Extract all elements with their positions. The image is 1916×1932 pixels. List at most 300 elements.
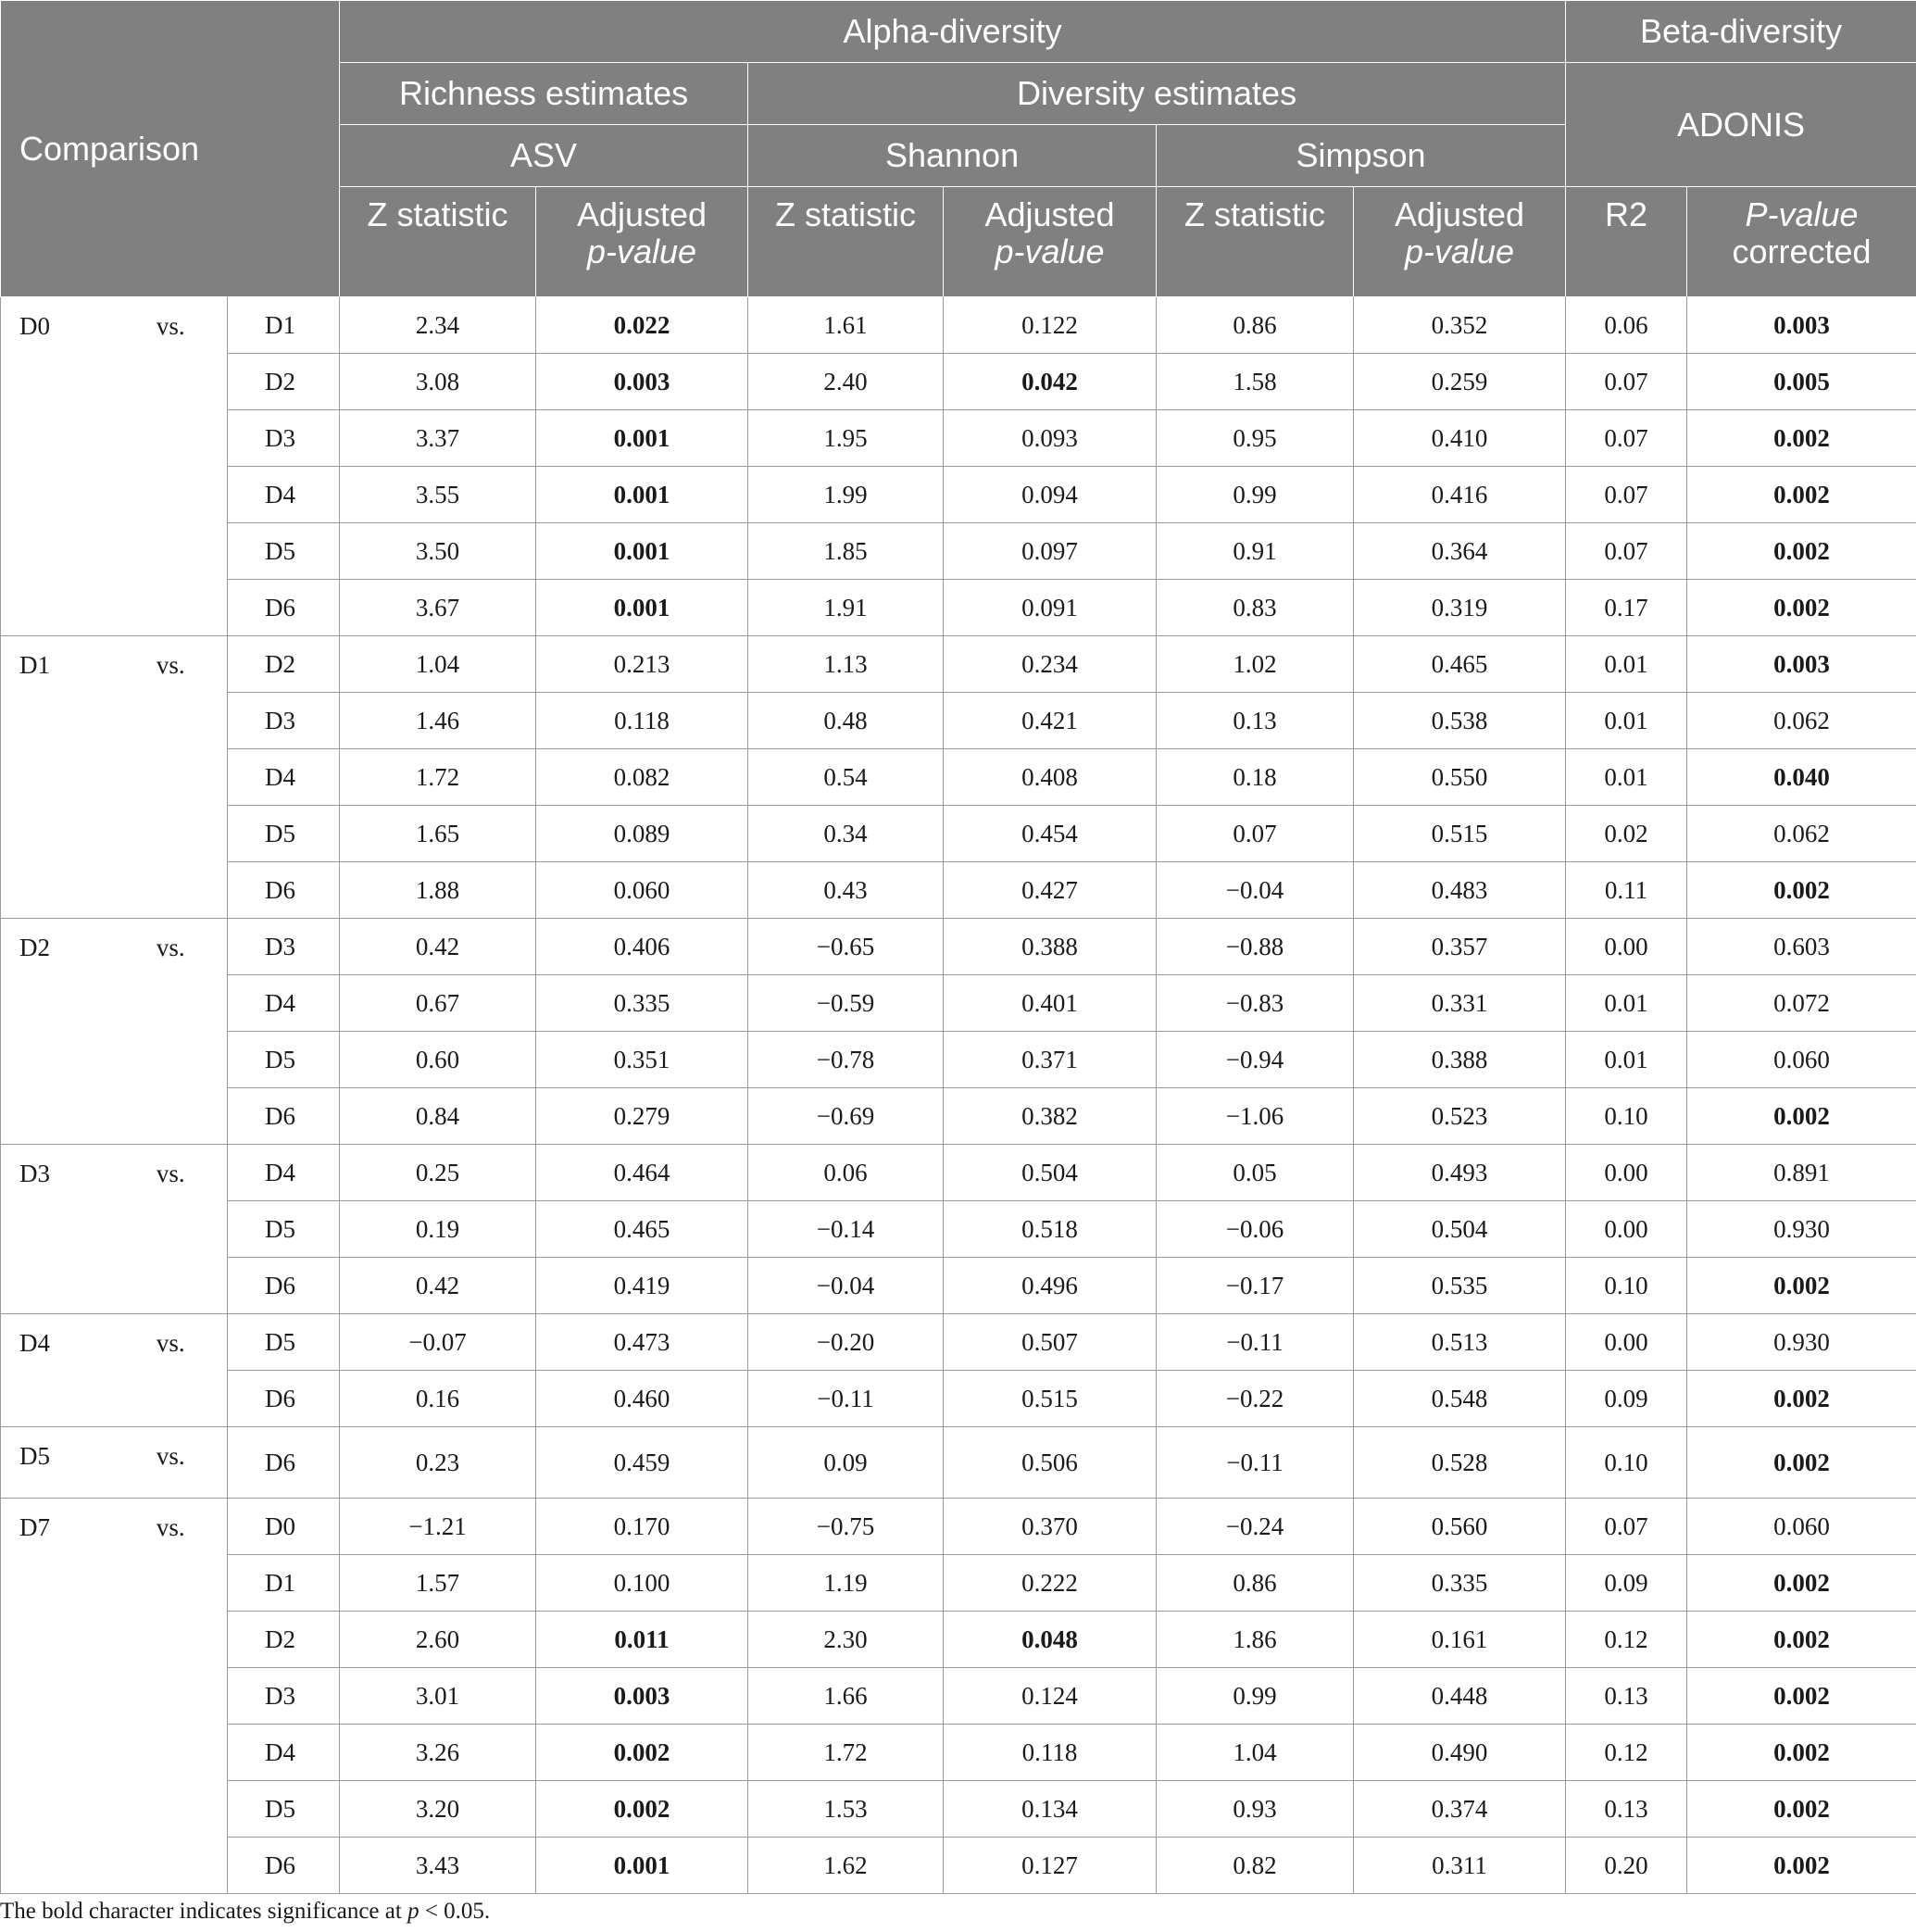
- cell-asv-z: 0.84: [340, 1088, 536, 1145]
- target-label: D2: [228, 636, 340, 693]
- cell-pc: 0.002: [1687, 580, 1916, 636]
- cell-asv-p: 0.170: [536, 1499, 748, 1555]
- cell-asv-z: 0.60: [340, 1032, 536, 1088]
- header-comparison: Comparison: [1, 1, 340, 297]
- vs-label: vs.: [115, 1499, 228, 1894]
- cell-sh-z: 0.43: [748, 862, 944, 919]
- cell-asv-z: 3.67: [340, 580, 536, 636]
- cell-asv-p: 0.082: [536, 749, 748, 806]
- cell-si-z: 0.86: [1157, 297, 1354, 354]
- table-row: [1, 580, 1916, 636]
- cell-si-z: −0.11: [1157, 1314, 1354, 1371]
- target-label: D6: [228, 580, 340, 636]
- table-row: [1, 1088, 1916, 1145]
- cell-r2: 0.01: [1566, 749, 1687, 806]
- cell-si-p: 0.161: [1354, 1612, 1566, 1668]
- target-label: D5: [228, 1032, 340, 1088]
- cell-si-p: 0.483: [1354, 862, 1566, 919]
- cell-si-z: −0.11: [1157, 1427, 1354, 1499]
- cell-si-z: −0.04: [1157, 862, 1354, 919]
- header-shannon-z: Z statistic: [748, 187, 944, 297]
- target-label: D4: [228, 467, 340, 523]
- cell-asv-p: 0.002: [536, 1781, 748, 1838]
- cell-si-p: 0.374: [1354, 1781, 1566, 1838]
- target-label: D4: [228, 1725, 340, 1781]
- table-row: [1, 1032, 1916, 1088]
- cell-sh-p: 0.097: [944, 523, 1157, 580]
- table-row: [1, 1781, 1916, 1838]
- cell-si-z: 0.82: [1157, 1838, 1354, 1894]
- table-row: [1, 919, 1916, 975]
- cell-si-z: −0.94: [1157, 1032, 1354, 1088]
- cell-sh-p: 0.122: [944, 297, 1157, 354]
- target-label: D1: [228, 1555, 340, 1612]
- cell-asv-p: 0.419: [536, 1258, 748, 1314]
- cell-si-z: 0.99: [1157, 1668, 1354, 1725]
- cell-pc: 0.003: [1687, 636, 1916, 693]
- cell-sh-z: 1.85: [748, 523, 944, 580]
- header-simpson: Simpson: [1157, 125, 1566, 187]
- cell-si-p: 0.528: [1354, 1427, 1566, 1499]
- cell-r2: 0.09: [1566, 1371, 1687, 1427]
- vs-label: vs.: [115, 1145, 228, 1314]
- cell-asv-p: 0.011: [536, 1612, 748, 1668]
- cell-asv-p: 0.001: [536, 580, 748, 636]
- cell-asv-z: 1.46: [340, 693, 536, 749]
- cell-asv-p: 0.459: [536, 1427, 748, 1499]
- cell-asv-p: 0.003: [536, 354, 748, 410]
- cell-si-z: 1.02: [1157, 636, 1354, 693]
- cell-sh-p: 0.042: [944, 354, 1157, 410]
- cell-asv-z: 0.42: [340, 1258, 536, 1314]
- table-row: [1, 1668, 1916, 1725]
- header-richness: Richness estimates: [340, 63, 748, 125]
- cell-asv-p: 0.001: [536, 410, 748, 467]
- cell-sh-p: 0.093: [944, 410, 1157, 467]
- table-body: [1, 297, 1916, 1894]
- target-label: D5: [228, 806, 340, 862]
- table-row: [1, 1145, 1916, 1201]
- cell-sh-p: 0.454: [944, 806, 1157, 862]
- cell-pc: 0.002: [1687, 410, 1916, 467]
- cell-asv-z: 0.23: [340, 1427, 536, 1499]
- cell-pc: 0.005: [1687, 354, 1916, 410]
- cell-r2: 0.00: [1566, 919, 1687, 975]
- cell-sh-z: 1.72: [748, 1725, 944, 1781]
- cell-asv-p: 0.089: [536, 806, 748, 862]
- cell-asv-p: 0.473: [536, 1314, 748, 1371]
- header-adonis: ADONIS: [1566, 63, 1916, 187]
- cell-si-z: 0.13: [1157, 693, 1354, 749]
- cell-si-p: 0.259: [1354, 354, 1566, 410]
- cell-sh-z: 2.40: [748, 354, 944, 410]
- cell-pc: 0.002: [1687, 1838, 1916, 1894]
- cell-si-z: −0.83: [1157, 975, 1354, 1032]
- cell-sh-z: −0.14: [748, 1201, 944, 1258]
- table-row: [1, 1201, 1916, 1258]
- cell-si-z: −0.17: [1157, 1258, 1354, 1314]
- cell-sh-z: 1.62: [748, 1838, 944, 1894]
- cell-si-p: 0.388: [1354, 1032, 1566, 1088]
- header-simpson-p: Adjusted p-value: [1354, 187, 1566, 297]
- cell-sh-z: 0.09: [748, 1427, 944, 1499]
- table-row: [1, 1555, 1916, 1612]
- group-label: D5: [1, 1427, 115, 1499]
- table-row: [1, 636, 1916, 693]
- cell-asv-z: 1.65: [340, 806, 536, 862]
- cell-si-p: 0.535: [1354, 1258, 1566, 1314]
- target-label: D4: [228, 975, 340, 1032]
- target-label: D6: [228, 1838, 340, 1894]
- cell-pc: 0.930: [1687, 1201, 1916, 1258]
- cell-si-p: 0.331: [1354, 975, 1566, 1032]
- cell-sh-p: 0.091: [944, 580, 1157, 636]
- table-row: [1, 410, 1916, 467]
- vs-label: vs.: [115, 1427, 228, 1499]
- cell-pc: 0.002: [1687, 1725, 1916, 1781]
- target-label: D3: [228, 919, 340, 975]
- cell-si-z: 1.86: [1157, 1612, 1354, 1668]
- footnote: The bold character indicates significance at p < 0.05.: [0, 1899, 491, 1924]
- header-asv-z: Z statistic: [340, 187, 536, 297]
- cell-sh-z: 0.54: [748, 749, 944, 806]
- cell-pc: 0.060: [1687, 1032, 1916, 1088]
- header-asv-p: Adjusted p-value: [536, 187, 748, 297]
- cell-si-p: 0.311: [1354, 1838, 1566, 1894]
- cell-si-z: 0.86: [1157, 1555, 1354, 1612]
- cell-si-p: 0.352: [1354, 297, 1566, 354]
- cell-si-p: 0.319: [1354, 580, 1566, 636]
- cell-sh-z: 1.61: [748, 297, 944, 354]
- table-row: [1, 467, 1916, 523]
- cell-r2: 0.07: [1566, 410, 1687, 467]
- cell-r2: 0.10: [1566, 1088, 1687, 1145]
- cell-si-p: 0.465: [1354, 636, 1566, 693]
- cell-r2: 0.11: [1566, 862, 1687, 919]
- cell-si-z: −0.06: [1157, 1201, 1354, 1258]
- target-label: D4: [228, 1145, 340, 1201]
- cell-sh-z: 1.19: [748, 1555, 944, 1612]
- cell-pc: 0.930: [1687, 1314, 1916, 1371]
- cell-r2: 0.00: [1566, 1201, 1687, 1258]
- cell-pc: 0.603: [1687, 919, 1916, 975]
- cell-sh-z: 0.06: [748, 1145, 944, 1201]
- table-row: [1, 1314, 1916, 1371]
- table-row: [1, 297, 1916, 354]
- cell-si-p: 0.416: [1354, 467, 1566, 523]
- cell-si-z: 1.58: [1157, 354, 1354, 410]
- cell-sh-z: 1.53: [748, 1781, 944, 1838]
- cell-sh-p: 0.124: [944, 1668, 1157, 1725]
- cell-asv-p: 0.100: [536, 1555, 748, 1612]
- cell-sh-p: 0.048: [944, 1612, 1157, 1668]
- cell-asv-z: 3.20: [340, 1781, 536, 1838]
- cell-pc: 0.062: [1687, 693, 1916, 749]
- cell-sh-z: −0.20: [748, 1314, 944, 1371]
- cell-pc: 0.002: [1687, 1612, 1916, 1668]
- header-diversity: Diversity estimates: [748, 63, 1566, 125]
- cell-si-z: 0.99: [1157, 467, 1354, 523]
- table-header: [1, 1, 1916, 297]
- cell-r2: 0.01: [1566, 975, 1687, 1032]
- group-label: D0: [1, 297, 115, 636]
- table-row: [1, 1427, 1916, 1499]
- cell-asv-z: 1.04: [340, 636, 536, 693]
- cell-sh-p: 0.370: [944, 1499, 1157, 1555]
- group-label: D1: [1, 636, 115, 919]
- cell-r2: 0.10: [1566, 1258, 1687, 1314]
- cell-r2: 0.07: [1566, 523, 1687, 580]
- cell-asv-z: 0.16: [340, 1371, 536, 1427]
- target-label: D5: [228, 1314, 340, 1371]
- cell-r2: 0.09: [1566, 1555, 1687, 1612]
- cell-asv-z: 1.72: [340, 749, 536, 806]
- cell-pc: 0.003: [1687, 297, 1916, 354]
- cell-r2: 0.01: [1566, 693, 1687, 749]
- table-row: [1, 1258, 1916, 1314]
- cell-sh-p: 0.234: [944, 636, 1157, 693]
- table-row: [1, 862, 1916, 919]
- cell-asv-p: 0.022: [536, 297, 748, 354]
- cell-asv-z: 0.19: [340, 1201, 536, 1258]
- cell-sh-z: −0.75: [748, 1499, 944, 1555]
- cell-asv-z: 1.88: [340, 862, 536, 919]
- cell-sh-p: 0.222: [944, 1555, 1157, 1612]
- cell-pc: 0.002: [1687, 1668, 1916, 1725]
- target-label: D5: [228, 1201, 340, 1258]
- cell-r2: 0.07: [1566, 467, 1687, 523]
- cell-si-p: 0.490: [1354, 1725, 1566, 1781]
- cell-sh-p: 0.401: [944, 975, 1157, 1032]
- target-label: D6: [228, 1088, 340, 1145]
- cell-sh-p: 0.518: [944, 1201, 1157, 1258]
- cell-sh-z: 2.30: [748, 1612, 944, 1668]
- cell-r2: 0.07: [1566, 1499, 1687, 1555]
- cell-si-p: 0.515: [1354, 806, 1566, 862]
- cell-asv-z: 3.50: [340, 523, 536, 580]
- cell-sh-p: 0.421: [944, 693, 1157, 749]
- target-label: D3: [228, 1668, 340, 1725]
- cell-si-p: 0.513: [1354, 1314, 1566, 1371]
- cell-sh-z: −0.04: [748, 1258, 944, 1314]
- vs-label: vs.: [115, 636, 228, 919]
- cell-sh-z: 1.13: [748, 636, 944, 693]
- cell-si-p: 0.364: [1354, 523, 1566, 580]
- cell-asv-p: 0.465: [536, 1201, 748, 1258]
- cell-sh-z: 1.95: [748, 410, 944, 467]
- cell-pc: 0.062: [1687, 806, 1916, 862]
- cell-asv-z: 3.26: [340, 1725, 536, 1781]
- cell-sh-p: 0.118: [944, 1725, 1157, 1781]
- cell-asv-z: 2.60: [340, 1612, 536, 1668]
- cell-asv-z: 3.08: [340, 354, 536, 410]
- cell-si-p: 0.538: [1354, 693, 1566, 749]
- group-label: D7: [1, 1499, 115, 1894]
- target-label: D1: [228, 297, 340, 354]
- target-label: D3: [228, 410, 340, 467]
- table-row: [1, 354, 1916, 410]
- table-row: [1, 806, 1916, 862]
- cell-si-p: 0.410: [1354, 410, 1566, 467]
- cell-sh-p: 0.134: [944, 1781, 1157, 1838]
- cell-si-p: 0.548: [1354, 1371, 1566, 1427]
- cell-r2: 0.01: [1566, 1032, 1687, 1088]
- cell-pc: 0.002: [1687, 1427, 1916, 1499]
- cell-r2: 0.00: [1566, 1145, 1687, 1201]
- cell-asv-z: 0.67: [340, 975, 536, 1032]
- cell-sh-z: −0.11: [748, 1371, 944, 1427]
- table-row: [1, 1725, 1916, 1781]
- cell-asv-p: 0.002: [536, 1725, 748, 1781]
- cell-sh-z: 0.34: [748, 806, 944, 862]
- table-row: [1, 523, 1916, 580]
- cell-sh-z: −0.65: [748, 919, 944, 975]
- cell-sh-p: 0.127: [944, 1838, 1157, 1894]
- vs-label: vs.: [115, 297, 228, 636]
- cell-sh-p: 0.496: [944, 1258, 1157, 1314]
- cell-si-z: 0.93: [1157, 1781, 1354, 1838]
- cell-si-z: 1.04: [1157, 1725, 1354, 1781]
- cell-asv-p: 0.335: [536, 975, 748, 1032]
- cell-sh-z: 1.91: [748, 580, 944, 636]
- cell-asv-z: −0.07: [340, 1314, 536, 1371]
- header-r2: R2: [1566, 187, 1687, 297]
- cell-pc: 0.002: [1687, 1781, 1916, 1838]
- cell-asv-p: 0.001: [536, 523, 748, 580]
- cell-si-p: 0.504: [1354, 1201, 1566, 1258]
- target-label: D2: [228, 1612, 340, 1668]
- target-label: D6: [228, 1371, 340, 1427]
- cell-asv-p: 0.460: [536, 1371, 748, 1427]
- cell-pc: 0.072: [1687, 975, 1916, 1032]
- cell-si-p: 0.493: [1354, 1145, 1566, 1201]
- cell-r2: 0.17: [1566, 580, 1687, 636]
- header-shannon-p: Adjusted p-value: [944, 187, 1157, 297]
- cell-asv-p: 0.464: [536, 1145, 748, 1201]
- cell-asv-z: 3.55: [340, 467, 536, 523]
- target-label: D6: [228, 862, 340, 919]
- cell-asv-p: 0.001: [536, 1838, 748, 1894]
- header-asv: ASV: [340, 125, 748, 187]
- cell-sh-p: 0.371: [944, 1032, 1157, 1088]
- cell-asv-z: 3.43: [340, 1838, 536, 1894]
- table-row: [1, 1612, 1916, 1668]
- vs-label: vs.: [115, 919, 228, 1145]
- cell-si-z: −0.24: [1157, 1499, 1354, 1555]
- cell-r2: 0.13: [1566, 1668, 1687, 1725]
- cell-r2: 0.10: [1566, 1427, 1687, 1499]
- cell-sh-p: 0.408: [944, 749, 1157, 806]
- header-p-corrected: P-value corrected: [1687, 187, 1916, 297]
- cell-r2: 0.12: [1566, 1612, 1687, 1668]
- cell-si-p: 0.448: [1354, 1668, 1566, 1725]
- cell-asv-z: 0.25: [340, 1145, 536, 1201]
- cell-r2: 0.02: [1566, 806, 1687, 862]
- cell-r2: 0.13: [1566, 1781, 1687, 1838]
- cell-r2: 0.00: [1566, 1314, 1687, 1371]
- target-label: D2: [228, 354, 340, 410]
- cell-sh-p: 0.507: [944, 1314, 1157, 1371]
- cell-asv-p: 0.118: [536, 693, 748, 749]
- target-label: D0: [228, 1499, 340, 1555]
- target-label: D6: [228, 1427, 340, 1499]
- cell-si-p: 0.335: [1354, 1555, 1566, 1612]
- group-label: D2: [1, 919, 115, 1145]
- target-label: D3: [228, 693, 340, 749]
- cell-sh-z: 1.99: [748, 467, 944, 523]
- cell-asv-z: 1.57: [340, 1555, 536, 1612]
- header-alpha-diversity: Alpha-diversity: [340, 1, 1566, 63]
- cell-r2: 0.20: [1566, 1838, 1687, 1894]
- cell-si-z: −1.06: [1157, 1088, 1354, 1145]
- cell-asv-p: 0.213: [536, 636, 748, 693]
- cell-si-z: 0.07: [1157, 806, 1354, 862]
- cell-pc: 0.002: [1687, 523, 1916, 580]
- cell-asv-p: 0.406: [536, 919, 748, 975]
- cell-si-z: −0.88: [1157, 919, 1354, 975]
- cell-pc: 0.002: [1687, 1371, 1916, 1427]
- table-row: [1, 1499, 1916, 1555]
- cell-si-p: 0.550: [1354, 749, 1566, 806]
- target-label: D4: [228, 749, 340, 806]
- cell-asv-z: 3.37: [340, 410, 536, 467]
- cell-sh-z: −0.69: [748, 1088, 944, 1145]
- cell-sh-z: 1.66: [748, 1668, 944, 1725]
- group-label: D4: [1, 1314, 115, 1427]
- target-label: D5: [228, 523, 340, 580]
- cell-r2: 0.07: [1566, 354, 1687, 410]
- cell-asv-p: 0.001: [536, 467, 748, 523]
- target-label: D5: [228, 1781, 340, 1838]
- cell-si-z: 0.83: [1157, 580, 1354, 636]
- header-beta-diversity: Beta-diversity: [1566, 1, 1916, 63]
- cell-sh-z: 0.48: [748, 693, 944, 749]
- group-label: D3: [1, 1145, 115, 1314]
- cell-si-z: 0.18: [1157, 749, 1354, 806]
- cell-r2: 0.12: [1566, 1725, 1687, 1781]
- cell-sh-p: 0.382: [944, 1088, 1157, 1145]
- cell-r2: 0.06: [1566, 297, 1687, 354]
- cell-sh-p: 0.427: [944, 862, 1157, 919]
- cell-sh-p: 0.506: [944, 1427, 1157, 1499]
- cell-asv-z: 3.01: [340, 1668, 536, 1725]
- cell-si-p: 0.523: [1354, 1088, 1566, 1145]
- cell-si-z: 0.95: [1157, 410, 1354, 467]
- table-row: [1, 749, 1916, 806]
- cell-asv-z: 0.42: [340, 919, 536, 975]
- cell-r2: 0.01: [1566, 636, 1687, 693]
- cell-si-p: 0.357: [1354, 919, 1566, 975]
- cell-asv-p: 0.003: [536, 1668, 748, 1725]
- cell-pc: 0.002: [1687, 1555, 1916, 1612]
- cell-pc: 0.002: [1687, 862, 1916, 919]
- cell-si-z: 0.05: [1157, 1145, 1354, 1201]
- table-row: [1, 1838, 1916, 1894]
- cell-si-z: 0.91: [1157, 523, 1354, 580]
- cell-asv-p: 0.060: [536, 862, 748, 919]
- cell-asv-p: 0.279: [536, 1088, 748, 1145]
- cell-pc: 0.891: [1687, 1145, 1916, 1201]
- table-row: [1, 693, 1916, 749]
- target-label: D6: [228, 1258, 340, 1314]
- header-simpson-z: Z statistic: [1157, 187, 1354, 297]
- header-shannon: Shannon: [748, 125, 1157, 187]
- cell-pc: 0.002: [1687, 467, 1916, 523]
- cell-sh-z: −0.59: [748, 975, 944, 1032]
- cell-pc: 0.002: [1687, 1088, 1916, 1145]
- cell-asv-z: 2.34: [340, 297, 536, 354]
- cell-sh-p: 0.388: [944, 919, 1157, 975]
